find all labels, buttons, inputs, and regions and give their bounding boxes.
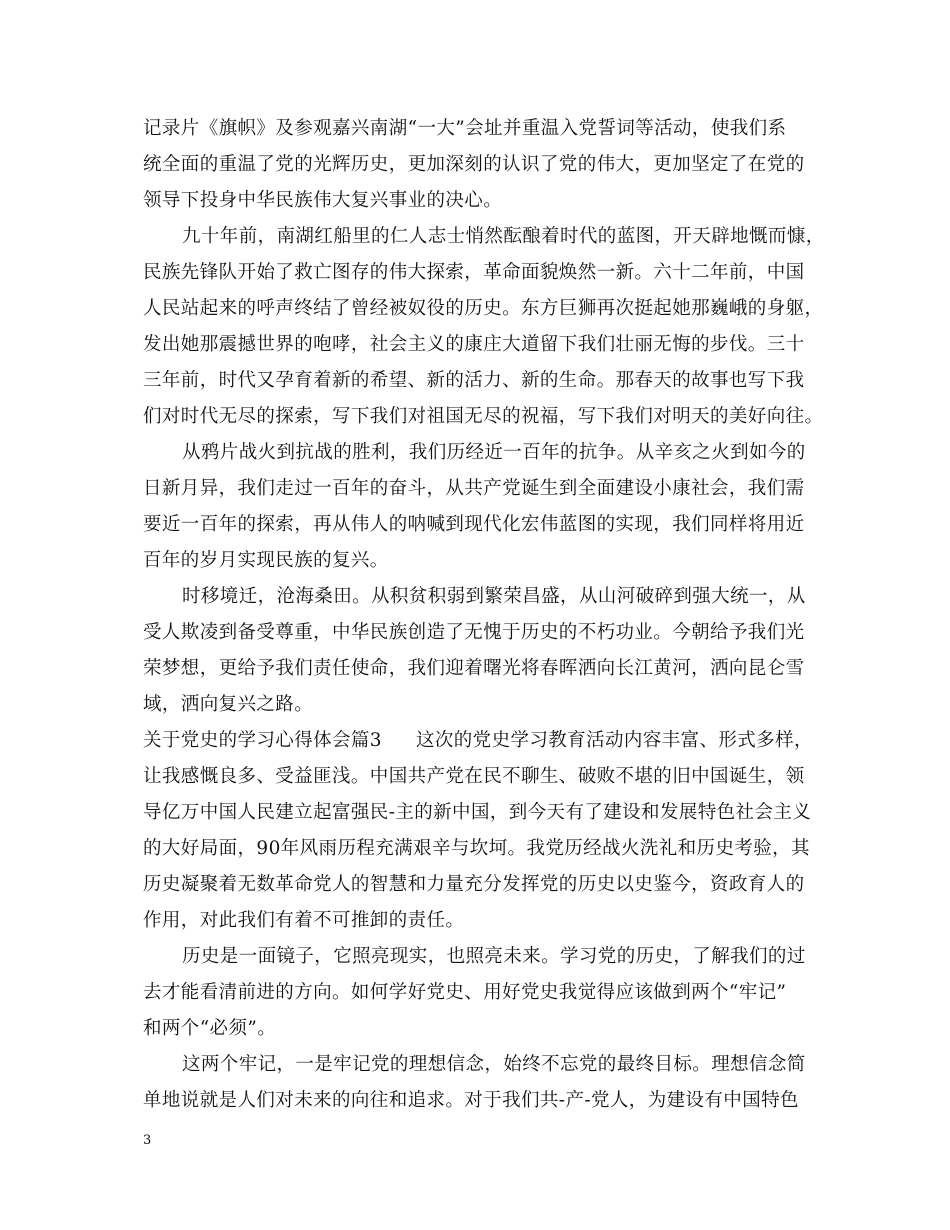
section-heading: 关于党史的学习心得体会篇3 — [143, 730, 382, 751]
text-line: 记录片《旗帜》及参观嘉兴南湖“一大”会址并重温入党誓词等活动，使我们系 — [143, 118, 787, 139]
text-line: 日新月异，我们走过一百年的奋斗，从共产党诞生到全面建设小康社会，我们需 — [143, 478, 805, 499]
text-line: 领导下投身中华民族伟大复兴事业的决心。 — [143, 190, 503, 211]
text-line: 历史是一面镜子，它照亮现实，也照亮未来。学习党的历史，了解我们的过 — [182, 946, 806, 967]
text-line: 三年前，时代又孕育着新的希望、新的活力、新的生命。那春天的故事也写下我 — [143, 370, 805, 391]
text-line: 民族先锋队开始了救亡图存的伟大探索，革命面貌焕然一新。六十二年前，中国 — [143, 262, 805, 283]
text-line: 时移境迁，沧海桑田。从积贫积弱到繁荣昌盛，从山河破碎到强大统一，从 — [182, 586, 806, 607]
text-line: 这两个牢记，一是牢记党的理想信念，始终不忘党的最终目标。理想信念简 — [182, 1054, 806, 1075]
text-line: 九十年前，南湖红船里的仁人志士悄然酝酿着时代的蓝图，开天辟地慨而慷， — [182, 226, 825, 247]
text-line: 作用，对此我们有着不可推卸的责任。 — [143, 910, 465, 931]
text-line: 受人欺凌到备受尊重，中华民族创造了无愧于历史的不朽功业。今朝给予我们光 — [143, 622, 805, 643]
text-line: 和两个“必须”。 — [143, 1018, 277, 1039]
text-line: 从鸦片战火到抗战的胜利，我们历经近一百年的抗争。从辛亥之火到如今的 — [182, 442, 806, 463]
text-line: 们对时代无尽的探索，写下我们对祖国无尽的祝福，写下我们对明天的美好向往。 — [143, 406, 824, 427]
text-line: 让我感慨良多、受益匪浅。中国共产党在民不聊生、破败不堪的旧中国诞生，领 — [143, 766, 805, 787]
text-line: 导亿万中国人民建立起富强民-主的新中国，到今天有了建设和发展特色社会主义 — [143, 802, 812, 823]
text-line: 统全面的重温了党的光辉历史，更加深刻的认识了党的伟大，更加坚定了在党的 — [143, 154, 805, 175]
text-line: 要近一百年的探索，再从伟人的呐喊到现代化宏伟蓝图的实现，我们同样将用近 — [143, 514, 805, 535]
text-line: 单地说就是人们对未来的向往和追求。对于我们共-产-党人，为建设有中国特色 — [143, 1090, 799, 1111]
text-line: 发出她那震撼世界的咆哮，社会主义的康庄大道留下我们壮丽无悔的步伐。三十 — [143, 334, 805, 355]
page-number: 3 — [143, 1133, 152, 1148]
text-line: 百年的岁月实现民族的复兴。 — [143, 550, 389, 571]
text-line: 去才能看清前进的方向。如何学好党史、用好党史我觉得应该做到两个“牢记” — [143, 982, 787, 1003]
text-line: 的大好局面，90年风雨历程充满艰辛与坎坷。我党历经战火洗礼和历史考验，其 — [143, 838, 810, 859]
text-line: 历史凝聚着无数革命党人的智慧和力量充分发挥党的历史以史鉴今，资政育人的 — [143, 874, 805, 895]
section-heading-line — [143, 723, 833, 759]
text-line: 人民站起来的呼声终结了曾经被奴役的历史。东方巨狮再次挺起她那巍峨的身躯， — [143, 298, 824, 319]
text-line: 域，洒向复兴之路。 — [143, 694, 314, 715]
body-text — [143, 111, 833, 1119]
text-line: 这次的党史学习教育活动内容丰富、形式多样， — [415, 730, 813, 751]
text-line: 荣梦想，更给予我们责任使命，我们迎着曙光将春晖洒向长江黄河，洒向昆仑雪 — [143, 658, 805, 679]
